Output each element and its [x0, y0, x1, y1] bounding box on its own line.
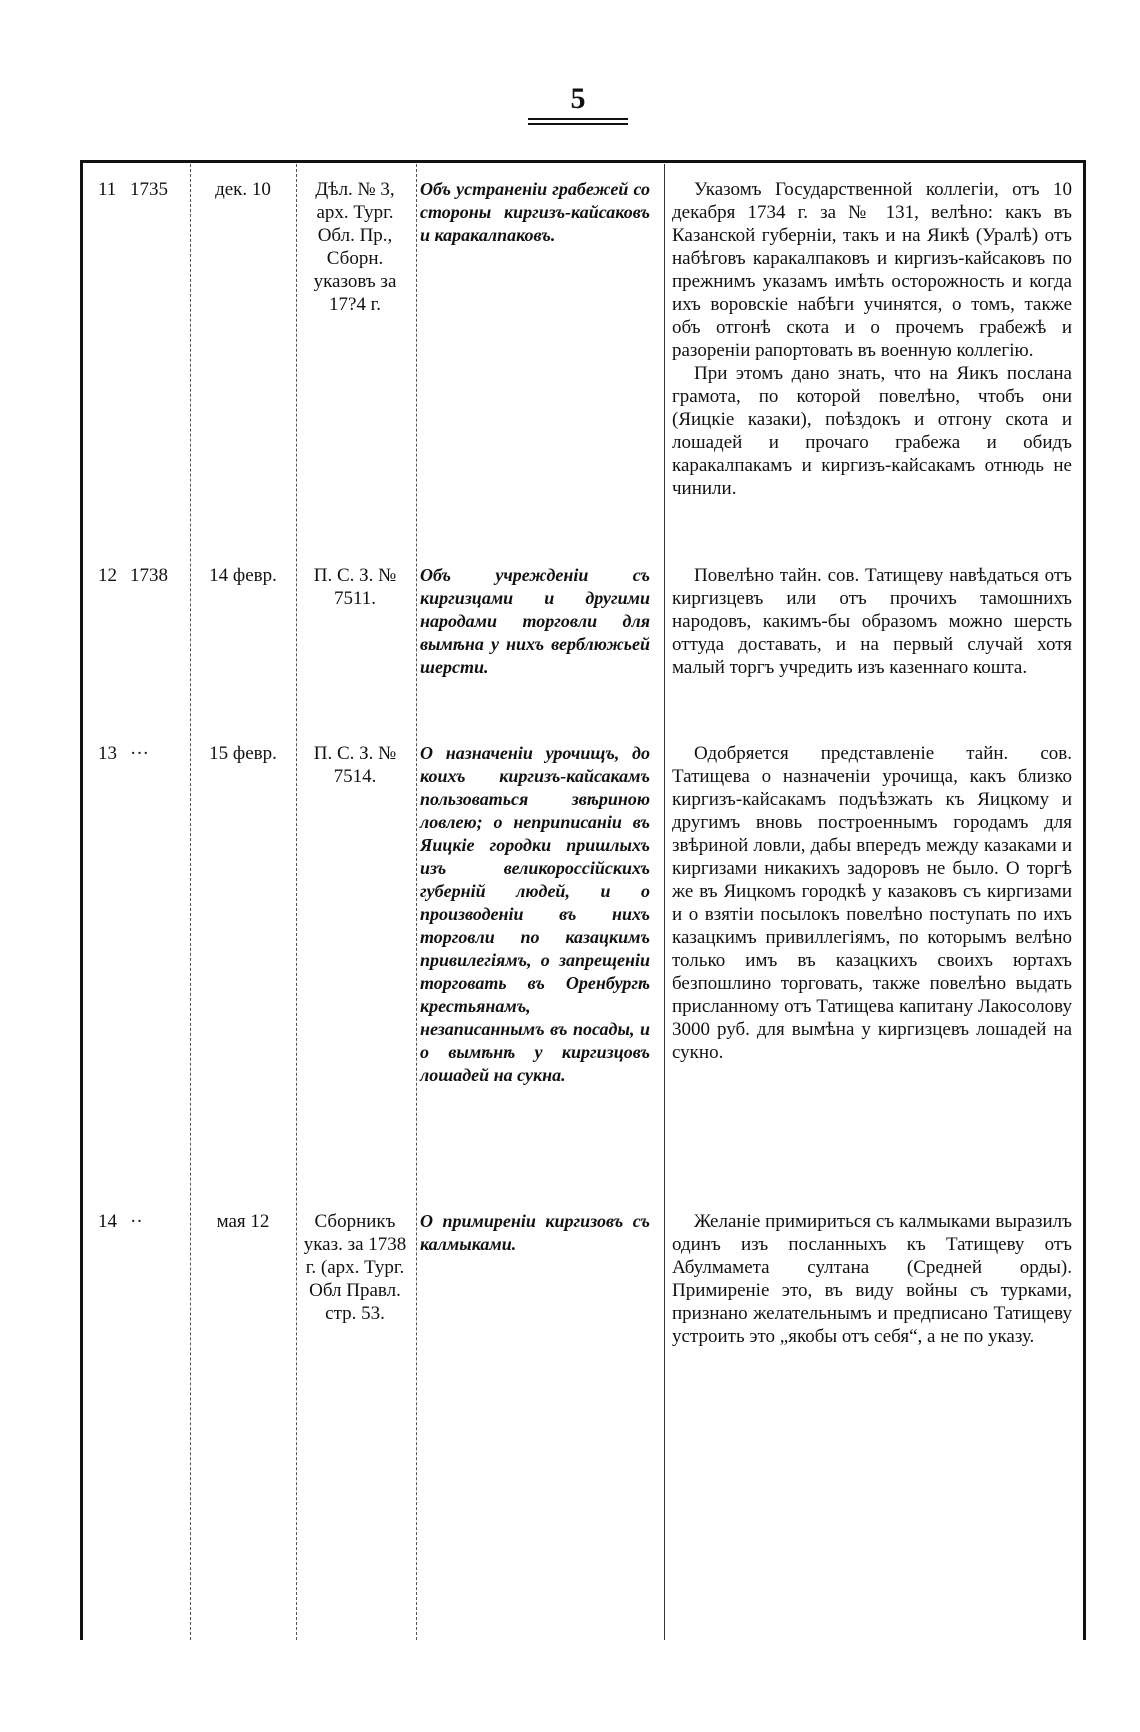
content-paragraph: Желаніе примириться съ калмыками выразилъ одинъ изъ посланныхъ къ Татищеву отъ Абулмамета султана (Средней орды). Примиреніе это, въ виду войны съ турками, признано желательнымъ и предписано Татищеву устроить это „якобы отъ себя“, а не по указу. [672, 1211, 1072, 1347]
row-date: 15 февр. [209, 743, 277, 764]
page-number-underline [528, 118, 628, 120]
divider-year-date [190, 164, 191, 1640]
row-source: П. С. З. № 7511. [313, 565, 397, 609]
table-right-rule [1083, 160, 1086, 1640]
page-number-block [528, 84, 628, 125]
row-title: Объ устраненіи грабежей со стороны киргизъ-кайсаковъ и каракалпаковъ. [420, 179, 650, 245]
content-paragraph: Повелѣно тайн. сов. Татищеву навѣдаться отъ киргизцевъ или отъ прочихъ тамошнихъ народовъ, какимъ-бы образомъ можно шерсть оттуда доставать, и на первый случай хотя малый торгъ учредить изъ казеннаго кошта. [672, 565, 1072, 678]
row-number: 13 [98, 743, 117, 764]
row-source: Сборникъ указ. за 1738 г. (арх. Тург. Обл Правл. стр. 53. [303, 1211, 407, 1324]
row-content [672, 178, 1072, 500]
row-year: 1738 [130, 565, 168, 586]
row-content [672, 742, 1072, 1064]
row-number: 14 [98, 1211, 117, 1232]
chronicle-table [80, 160, 1086, 1640]
row-title: О назначеніи урочищъ, до коихъ киргизъ-кайсакамъ пользоваться звѣриною ловлею; о неприписаніи въ Яицкіе городки пришлыхъ изъ великороссійскихъ губерній людей, и о производеніи въ нихъ торговли по казацкимъ привилегіямъ, о запрещеніи торговать въ Оренбургѣ крестьянамъ, незаписаннымъ въ посады, и о вымѣнѣ у киргизцовъ лошадей на сукна. [420, 743, 650, 1085]
row-number: 11 [98, 179, 117, 200]
row-content [672, 564, 1072, 679]
row-source: Дѣл. № 3, арх. Тург. Обл. Пр., Сборн. указовъ за 17?4 г. [313, 179, 397, 315]
content-paragraph: При этомъ дано знать, что на Яикъ послана грамота, по которой повелѣно, чтобъ они (Яицкіе казаки), поѣздокъ и отгону скота и лошадей и прочаго грабежа и обидъ каракалпакамъ и киргизъ-кайсакамъ отнюдь не чинили. [672, 363, 1072, 499]
content-paragraph: Одобряется представленіе тайн. сов. Татищева о назначеніи урочища, какъ близко киргизъ-кайсакамъ подъѣзжать къ Яицкому и другимъ вновь построеннымъ городамъ для звѣриной ловли, дабы впередъ между казаками и киргизами никакихъ задоровъ не было. О торгѣ же въ Яицкомъ городкѣ у казаковъ съ киргизами и о взятіи посылокъ повелѣно поступать по ихъ казацкимъ привиллегіямъ, по которымъ велѣно только имъ въ казацкихъ своихъ юртахъ безпошлино торговать, также повелѣно выдать присланному отъ Татищева капитану Лакосолову 3000 руб. для вымѣна у киргизцевъ лошадей на сукно. [672, 743, 1072, 1063]
row-title: О примиреніи киргизовъ съ калмыками. [420, 1211, 650, 1254]
row-title: Объ учрежденіи съ киргизцами и другими народами торговли для вымѣна у нихъ верблюжьей шерсти. [420, 565, 650, 677]
row-date: мая 12 [216, 1211, 270, 1232]
row-year: ··· [130, 743, 149, 764]
divider-title-content [664, 164, 665, 1640]
row-content [672, 1210, 1072, 1348]
table-top-rule [80, 160, 1086, 163]
row-number: 12 [98, 565, 117, 586]
divider-source-title [416, 164, 417, 1640]
page-number-underline-second [528, 123, 628, 125]
content-paragraph: Указомъ Государственной коллегіи, отъ 10 декабря 1734 г. за № 131, велѣно: какъ въ Казанской губерніи, такъ и на Яикѣ (Уралѣ) отъ набѣговъ каракалпаковъ и киргизъ-кайсаковъ по прежнимъ указамъ имѣть осторожность и когда ихъ воровскіе набѣги учинятся, о томъ, также объ отгонѣ скота и о прочемъ грабежѣ и разореніи рапортовать въ военную коллегію. [672, 179, 1072, 361]
divider-date-source [296, 164, 297, 1640]
row-year: 1735 [130, 179, 168, 200]
row-date: дек. 10 [215, 179, 271, 200]
row-source: П. С. З. № 7514. [313, 743, 397, 787]
page-number: 5 [570, 82, 586, 115]
row-date: 14 февр. [209, 565, 277, 586]
row-year: ·· [130, 1211, 143, 1232]
table-left-rule [80, 160, 83, 1640]
